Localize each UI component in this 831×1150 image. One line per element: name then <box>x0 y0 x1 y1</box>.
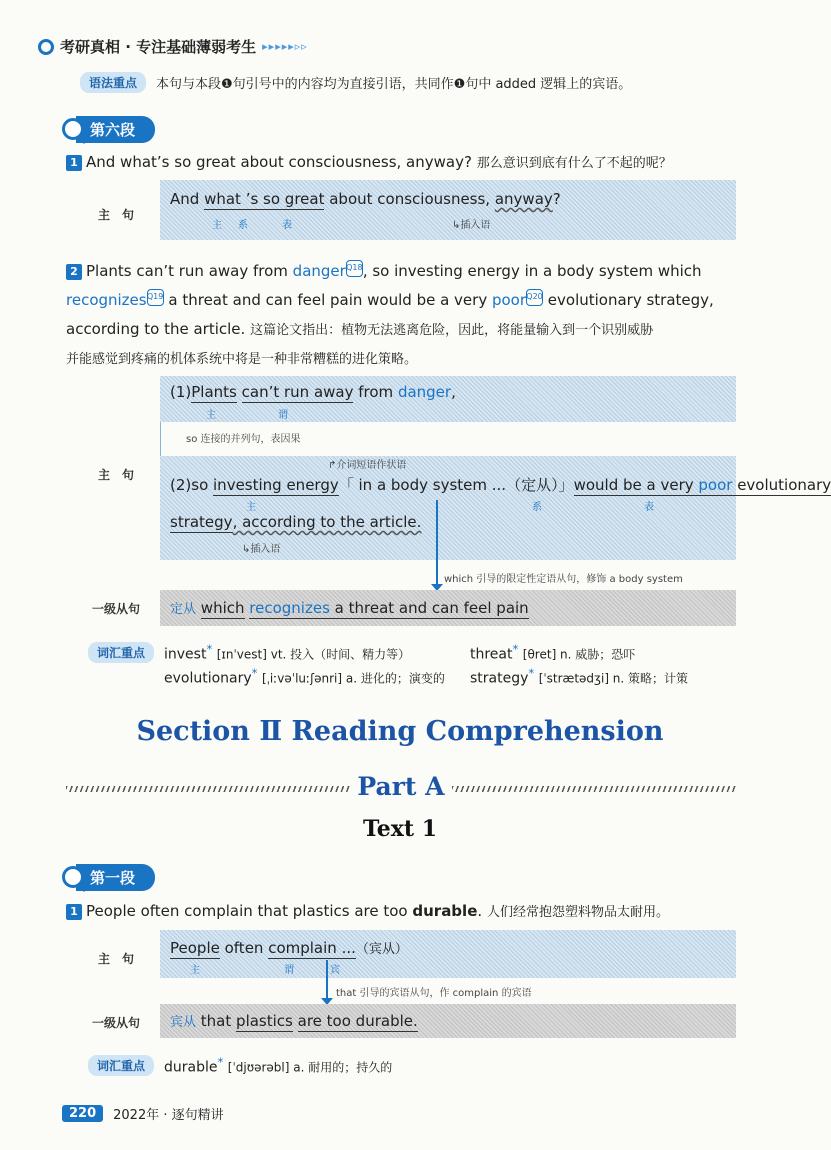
section-title: Section Ⅱ Reading Comprehension <box>136 716 664 747</box>
clause2-line2 <box>170 513 421 531</box>
box-word-predicate: complain <box>268 939 337 957</box>
analysis-box-clause2 <box>160 456 831 560</box>
part-title: Part A <box>357 772 445 801</box>
box-word-object: ... <box>336 939 356 957</box>
keyword-poor: poor <box>491 291 527 309</box>
label-linking: 系 <box>238 220 248 231</box>
vocab-word: strategy <box>470 670 529 687</box>
sentence-english: People often complain that plastics are too <box>86 902 413 920</box>
which-note: which 引导的限定性定语从句，修饰 a body system <box>444 574 683 585</box>
vocab-def: [ˈstrætədʒi] n. 策略；计策 <box>538 671 689 686</box>
vocab-def: [ˈdjʊərəbl] a. 耐用的；持久的 <box>227 1060 393 1075</box>
clause-linking: would be a very <box>573 476 699 494</box>
label-subject: 主 <box>246 502 256 513</box>
sentence2-line3 <box>66 315 746 345</box>
vocab-def: [θret] n. 威胁；恐吓 <box>522 647 636 662</box>
page-footer <box>62 1104 224 1123</box>
sub-object: a threat <box>329 599 395 617</box>
arrow-line <box>326 960 328 1000</box>
keyword-poor: poor <box>698 476 733 494</box>
analysis-box-clause1 <box>160 376 736 422</box>
box-sentence <box>170 190 561 208</box>
text: Plants can’t run away from <box>86 262 293 280</box>
text: (1) <box>170 383 192 401</box>
clause-subject: Plants <box>191 383 237 401</box>
text: , <box>451 383 456 401</box>
arrow-line <box>436 500 438 588</box>
grammar-note <box>80 72 631 93</box>
vocab-def: [ɪnˈvest] vt. 投入（时间、精力等） <box>216 647 411 662</box>
clause-type-tag: 定从 <box>170 602 197 617</box>
sub-subject: which <box>200 599 245 617</box>
box-word-subject: People <box>170 939 220 957</box>
box-word: often <box>219 939 269 957</box>
sub-clause-label: 一级从句 <box>92 1016 141 1030</box>
attributive-bracket: 「 in a body system ...（定从）」 <box>338 476 574 494</box>
header-title: 考研真相 · 专注基础薄弱考生 <box>60 38 257 56</box>
main-clause-label: 主 句 <box>98 952 135 966</box>
bracket-line <box>160 420 161 456</box>
grammar-note-tag: 语法重点 <box>80 72 146 93</box>
sub-predicative: too durable. <box>321 1012 418 1030</box>
grammar-note-text: 本句与本段❶句引号中的内容均为直接引语，共同作❶句中 added 逻辑上的宾语。 <box>156 77 632 92</box>
vocab-invest <box>164 642 410 663</box>
vocab-block <box>88 1055 154 1076</box>
box-word: ? <box>552 190 561 208</box>
clause-predicative: evolutionary <box>732 476 831 494</box>
question-ref-badge: Q19 <box>147 289 164 306</box>
vocab-strategy <box>470 666 688 687</box>
vocab-word: evolutionary <box>164 670 252 687</box>
clause-subject: investing energy <box>213 476 339 494</box>
divider-right <box>452 786 736 792</box>
sentence2-paragraph <box>66 257 746 374</box>
text: , so investing energy in a body system which <box>362 262 702 280</box>
sentence-chinese: 这篇论文指出：植物无法逃离危险，因此，将能量输入到一个识别威胁 <box>250 323 654 338</box>
magnifier-icon <box>62 866 84 888</box>
magnifier-logo-icon <box>38 39 54 55</box>
main-clause-label: 主 句 <box>98 468 135 482</box>
sentence-chinese: 人们经常抱怨塑料物品太耐用。 <box>486 905 669 920</box>
keyword-recognizes: recognizes <box>66 291 147 309</box>
sentence-line <box>66 152 672 171</box>
text: a threat and can feel pain would be a very <box>163 291 492 309</box>
label-predicate: 谓 <box>284 965 294 976</box>
sentence-number: 1 <box>66 904 82 920</box>
sub-clause-label: 一级从句 <box>92 602 141 616</box>
question-ref-badge: Q18 <box>346 260 363 277</box>
insert-phrase: , according to the article. <box>232 513 422 531</box>
text: evolutionary strategy, <box>543 291 714 309</box>
analysis-box <box>160 180 736 240</box>
main-clause-label: 主 句 <box>98 208 135 222</box>
box-word-subject: what <box>204 190 241 208</box>
vocab-tag: 词汇重点 <box>88 1055 154 1076</box>
sub-clause-text <box>170 598 529 617</box>
section-heading-label: 第六段 <box>76 116 155 143</box>
vocab-block <box>88 642 154 663</box>
question-ref-badge: Q20 <box>526 289 543 306</box>
sub-connective: that <box>200 1012 232 1030</box>
box-word: And <box>170 190 205 208</box>
text-title: Text 1 <box>362 816 438 842</box>
vocab-word: durable <box>164 1059 218 1076</box>
prep-note-text: 介词短语作状语 <box>336 460 407 471</box>
label-insert-text: 插入语 <box>250 544 281 555</box>
sub-predicate: and can feel pain <box>394 599 529 617</box>
magnifier-icon <box>62 118 84 140</box>
clause-type-tag: 宾从 <box>170 1015 197 1030</box>
sub-clause-box <box>160 1004 736 1038</box>
box-word: about consciousness, <box>324 190 495 208</box>
sentence2-line1 <box>66 257 746 286</box>
sentence-line <box>66 901 669 920</box>
label-subject: 主 <box>190 965 200 976</box>
that-note: that 引导的宾语从句，作 complain 的宾语 <box>336 988 532 999</box>
box-word-linking: ’s <box>240 190 264 208</box>
sub-subject: plastics <box>236 1012 293 1030</box>
star-icon: * <box>251 666 258 680</box>
footer-title: 2022年 · 逐句精讲 <box>113 1108 224 1123</box>
label-insert: ↳插入语 <box>452 220 491 231</box>
header-arrows-icon: ▸▸▸▸▸▹▹ <box>262 40 308 53</box>
vocab-evolutionary <box>164 666 445 687</box>
sentence2-line2 <box>66 286 746 315</box>
vocab-word: threat <box>470 646 513 663</box>
star-icon: * <box>206 642 213 656</box>
clause2-line1 <box>170 474 831 495</box>
sentence-number: 2 <box>66 264 82 280</box>
text: (2)so <box>170 476 214 494</box>
text: according to the article. <box>66 320 246 338</box>
keyword-recognizes: recognizes <box>249 599 330 617</box>
star-icon: * <box>512 642 519 656</box>
box-sentence <box>170 938 408 957</box>
keyword-danger: danger <box>397 383 452 401</box>
vocab-word: invest <box>164 646 207 663</box>
label-subject: 主 <box>212 220 222 231</box>
vocab-tag: 词汇重点 <box>88 642 154 663</box>
section-heading-para6 <box>62 116 155 142</box>
page-header <box>38 36 308 57</box>
box-word-insert: anyway <box>494 190 553 208</box>
label-linking: 系 <box>532 502 542 513</box>
keyword-durable: durable <box>412 902 478 920</box>
star-icon: * <box>217 1055 224 1069</box>
sentence-chinese: 那么意识到底有什么了不起的呢？ <box>476 156 672 171</box>
clause-predicate: can’t run away <box>241 383 354 401</box>
section-heading-label: 第一段 <box>76 864 155 891</box>
label-subject: 主 <box>206 410 216 421</box>
label-predicative: 表 <box>644 502 654 513</box>
sub-clause-box <box>160 590 736 626</box>
sentence2-line4 <box>66 345 746 374</box>
text: from <box>353 383 398 401</box>
section-heading-para1 <box>62 864 155 890</box>
sub-linking: are <box>297 1012 322 1030</box>
label-insert: ↳插入语 <box>242 544 281 555</box>
vocab-def: [ˌiːvəˈluːʃənri] a. 进化的；演变的 <box>261 671 445 686</box>
box-word-predicative: so great <box>263 190 325 208</box>
prep-note: ↱介词短语作状语 <box>328 460 407 471</box>
sub-clause-text <box>170 1011 418 1030</box>
label-object: 宾 <box>330 965 340 976</box>
sentence-number: 1 <box>66 155 82 171</box>
label-predicate: 谓 <box>278 410 288 421</box>
label-insert-text: 插入语 <box>460 220 491 231</box>
so-note: so 连接的并列句，表因果 <box>186 434 301 445</box>
clause-predicative: strategy <box>170 513 233 531</box>
text: . <box>477 902 483 920</box>
keyword-danger: danger <box>292 262 346 280</box>
page-number: 220 <box>62 1105 103 1122</box>
vocab-durable <box>164 1055 392 1076</box>
analysis-box <box>160 930 736 978</box>
label-predicative: 表 <box>282 220 292 231</box>
box-word-tag: （宾从） <box>355 942 408 957</box>
clause1-text <box>170 383 456 401</box>
star-icon: * <box>528 666 535 680</box>
vocab-threat <box>470 642 635 663</box>
sentence-chinese: 并能感觉到疼痛的机体系统中将是一种非常糟糕的进化策略。 <box>66 352 418 367</box>
sentence-english: And what’s so great about consciousness, anyway? <box>86 153 472 171</box>
divider-left <box>66 786 350 792</box>
